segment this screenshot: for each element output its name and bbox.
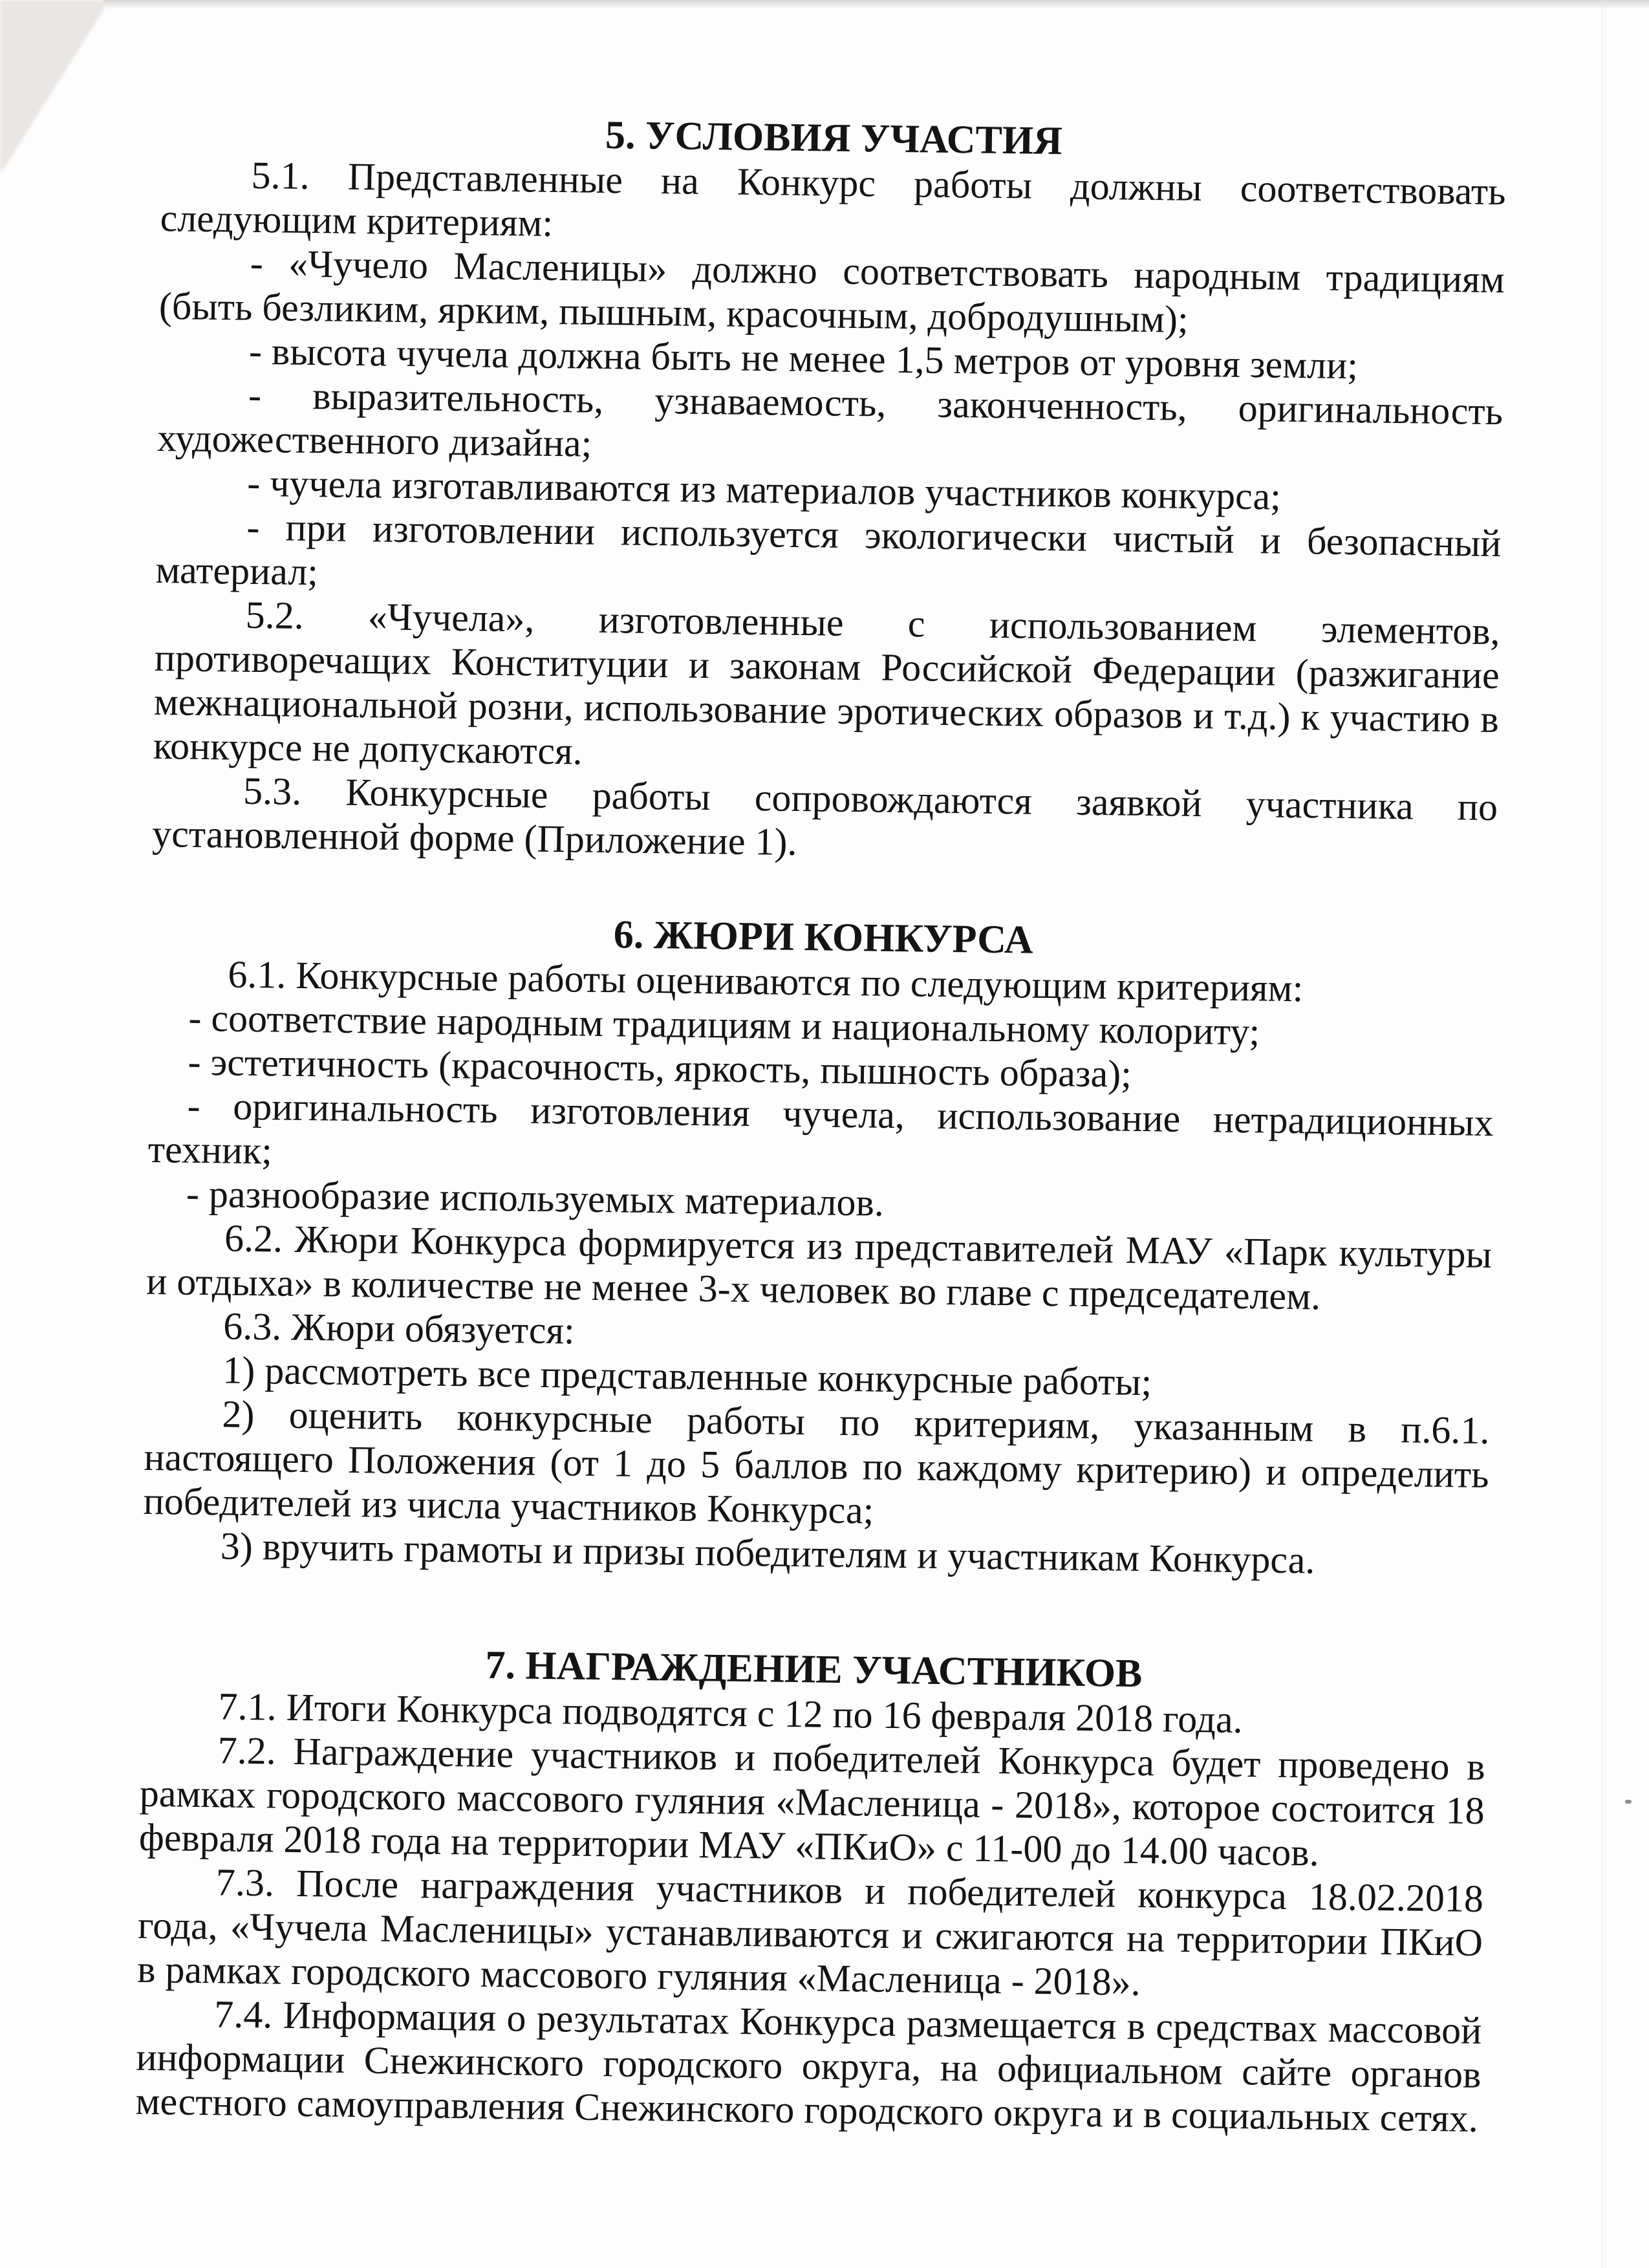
list-item: 1) рассмотреть все представленные конкурсные работы; [222, 1348, 1152, 1404]
list-item: 3) вручить грамоты и призы победителям и участникам Конкурса. [220, 1524, 1315, 1582]
list-item: - при изготовлении используется экологически чистый и безопасный материал; [155, 505, 1502, 594]
paragraph: 7.2. Награждение участников и победителей Конкурса будет проведено в рамках городского массового гуляния «Масленица - 2018», которое состоится 18 февраля 2018 года на территории МАУ «ПКиО» с 11-00 до 14.00 часов. [138, 1729, 1486, 1874]
paragraph: 7.3. После награждения участников и победителей конкурса 18.02.2018 года, «Чучела Масленицы» устанавливаются и сжигаются на территории ПКиО в рамках городского массового гуляния «Масленица - 2018». [136, 1861, 1484, 2004]
section-heading: 7. НАГРАЖДЕНИЕ УЧАСТНИКОВ [485, 1643, 1143, 1696]
list-item: - «Чучело Масленицы» должно соответствовать народным традициям (быть безликим, ярким, пышным, красочным, добродушным); [158, 241, 1505, 341]
list-item: - выразительность, узнаваемость, законченность, оригинальность художественного дизайна; [156, 373, 1503, 465]
scan-dust-mark [1625, 1800, 1632, 1804]
list-item: - чучела изготавливаются из материалов участников конкурса; [246, 461, 1282, 518]
list-item: - эстетичность (красочность, яркость, пышность образа); [188, 1040, 1132, 1096]
list-item: 2) оценить конкурсные работы по критериям, указанным в п.6.1. настоящего Положения (от 1 до 5 баллов по каждому критерию) и определить победителей из числа участников Конкурса; [143, 1392, 1490, 1532]
paragraph: 6.3. Жюри обязуется: [222, 1304, 576, 1352]
list-item: - оригинальность изготовления чучела, использование нетрадиционных техник; [147, 1084, 1494, 1172]
paragraph: 5.3. Конкурсные работы сопровождаются заявкой участника по установленной форме (Приложение 1). [151, 769, 1498, 863]
list-item: - разнообразие используемых материалов. [186, 1172, 885, 1224]
paragraph: 5.1. Представленные на Конкурс работы должны соответствовать следующим критериям: [160, 153, 1506, 244]
paragraph: 5.2. «Чучела», изготовленные с использованием элементов, противоречащих Конституции и законам Российской Федерации (разжигание межнациональной розни, использование эротических образов и т.д.) к участию в конкурсе не допускаются. [153, 593, 1500, 773]
scan-corner-shadow [0, 0, 110, 175]
paragraph: 6.1. Конкурсные работы оцениваются по следующим критериям: [228, 953, 1304, 1010]
paragraph: 7.4. Информация о результатах Конкурса размещается в средствах массовой информации Снежинского городского округа, на официальном сайте органов местного самоуправления Снежинского городского округа и в социальных сетях. [135, 1993, 1482, 2140]
section-heading: 6. ЖЮРИ КОНКУРСА [613, 913, 1034, 962]
list-item: - соответствие народным традициям и национальному колориту; [188, 996, 1260, 1053]
paragraph: 6.2. Жюри Конкурса формируется из представителей МАУ «Парк культуры и отдыха» в количестве не менее 3-х человек во главе с председателем. [146, 1216, 1493, 1318]
scan-top-edge [103, 0, 1649, 9]
section-conditions [152, 107, 1507, 873]
section-jury [142, 906, 1496, 1584]
section-heading: 5. УСЛОВИЯ УЧАСТИЯ [605, 113, 1063, 164]
section-awards [135, 1638, 1487, 2141]
paragraph: 7.1. Итоги Конкурса подводятся с 12 по 16 февраля 2018 года. [218, 1685, 1244, 1742]
document-page [135, 107, 1507, 2141]
list-item: - высота чучела должна быть не менее 1,5 метров от уровня земли; [248, 329, 1359, 387]
page-fold-line [1602, 0, 1606, 2268]
